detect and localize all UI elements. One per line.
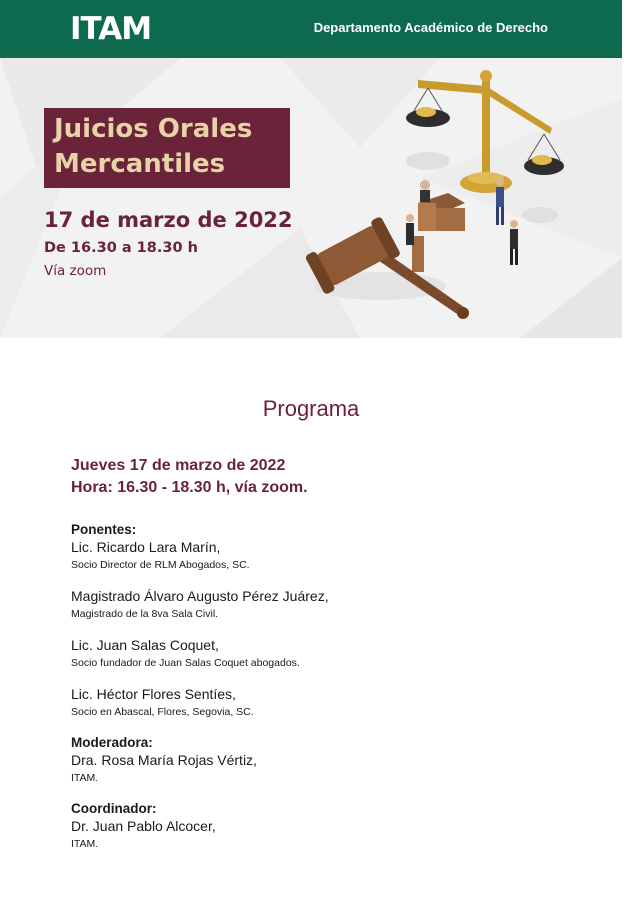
department-name: Departamento Académico de Derecho — [313, 20, 548, 35]
hero-banner — [0, 58, 622, 338]
program-details — [71, 455, 591, 852]
speaker-description: Socio en Abascal, Flores, Segovia, SC. — [71, 706, 254, 718]
moderator-label: Moderadora: — [71, 735, 153, 750]
coordinator-description: ITAM. — [71, 838, 99, 850]
courtroom-figures — [406, 178, 518, 272]
speaker-description: Magistrado de la 8va Sala Civil. — [71, 608, 219, 620]
itam-logo: ITAM — [70, 11, 152, 47]
event-date: 17 de marzo de 2022 — [44, 208, 293, 232]
header-bar — [0, 0, 622, 58]
speaker-name: Lic. Juan Salas Coquet, — [71, 637, 219, 653]
event-title — [44, 108, 290, 188]
coordinator-name: Dr. Juan Pablo Alcocer, — [71, 818, 216, 834]
speaker-name: Lic. Héctor Flores Sentíes, — [71, 686, 236, 702]
speakers-label: Ponentes: — [71, 522, 137, 537]
justice-illustration — [300, 58, 622, 338]
coordinator-label: Coordinador: — [71, 801, 157, 816]
title-line-2: Mercantiles — [54, 149, 226, 179]
moderator-description: ITAM. — [71, 772, 99, 784]
title-line-1: Juicios Orales — [54, 114, 253, 144]
program-day: Jueves 17 de marzo de 2022 — [71, 457, 286, 474]
speaker-name: Magistrado Álvaro Augusto Pérez Juárez, — [71, 588, 329, 604]
speaker-description: Socio fundador de Juan Salas Coquet abogados. — [71, 657, 300, 669]
speaker-description: Socio Director de RLM Abogados, SC. — [71, 559, 250, 571]
event-via: Vía zoom — [44, 263, 107, 279]
program-hour: Hora: 16.30 - 18.30 h, vía zoom. — [71, 479, 308, 496]
speaker-name: Lic. Ricardo Lara Marín, — [71, 539, 221, 555]
program-heading: Programa — [262, 396, 360, 421]
gavel-icon — [305, 216, 469, 319]
event-time: De 16.30 a 18.30 h — [44, 240, 198, 256]
scale-icon — [406, 70, 564, 193]
moderator-name: Dra. Rosa María Rojas Vértiz, — [71, 752, 257, 768]
